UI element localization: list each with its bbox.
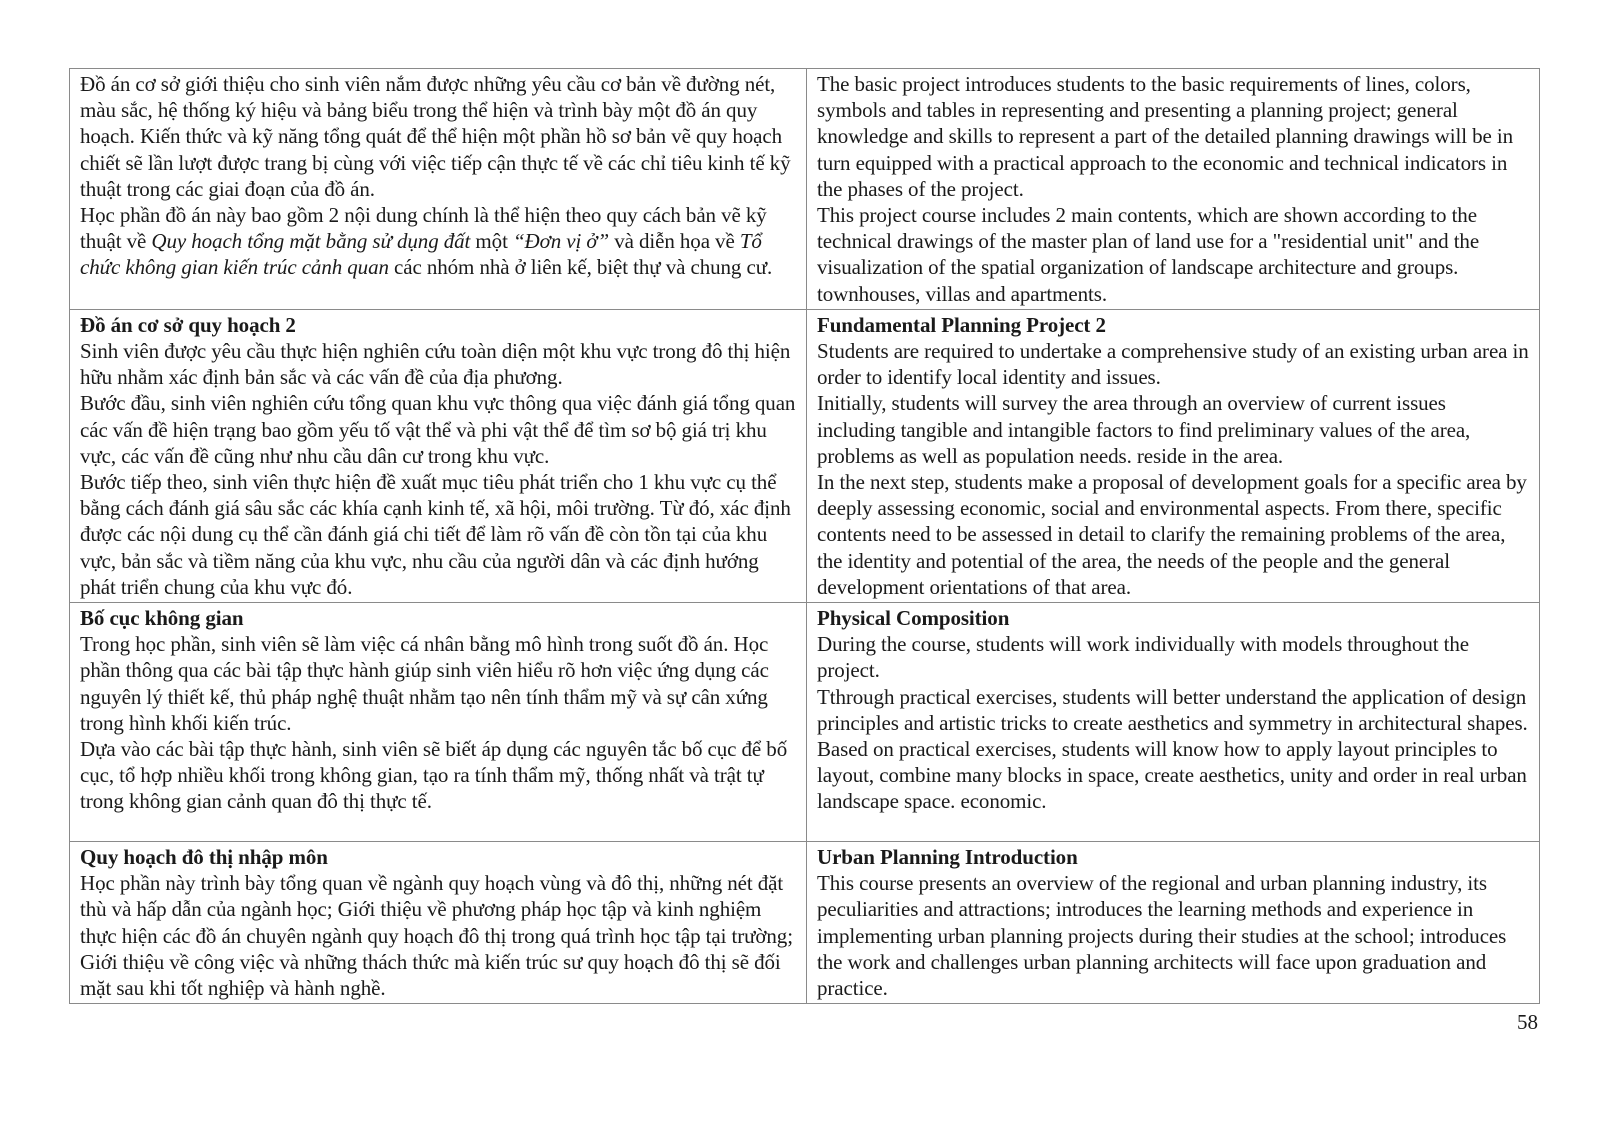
table-row: [70, 309, 1540, 602]
course-description-table: [69, 68, 1540, 1004]
paragraph: Trong học phần, sinh viên sẽ làm việc cá nhân bằng mô hình trong suốt đồ án. Học phần thông qua các bài tập thực hành giúp sinh viên hiểu rõ hơn việc ứng dụng các nguyên lý thiết kế, thủ pháp nghệ thuật nhằm tạo nên tính thẩm mỹ và sự cân xứng trong hình khối kiến trúc.: [80, 632, 769, 735]
paragraph: [80, 202, 796, 281]
table-row: [70, 603, 1540, 842]
paragraph: The basic project introduces students to the basic requirements of lines, colors, symbols and tables in representing and presenting a planning project; general knowledge and skills to represent a part of the detailed planning drawings will be in turn equipped with a practical approach to the economic and technical indicators in the phases of the project.: [817, 72, 1513, 201]
italic-term: “Đơn vị ở”: [512, 229, 610, 254]
italic-term: Tổ chức không gian kiến trúc cảnh quan: [80, 229, 762, 280]
course-title: Fundamental Planning Project 2: [817, 312, 1106, 337]
text-run: Học phần đồ án này bao gồm 2 nội dung chính là thể hiện theo quy cách bản vẽ kỹ thuật về: [80, 203, 767, 254]
course-title: Urban Planning Introduction: [817, 845, 1078, 870]
paragraph: Sinh viên được yêu cầu thực hiện nghiên cứu toàn diện một khu vực trong đô thị hiện hữu nhằm xác định bản sắc và các vấn đề của địa phương.: [80, 339, 791, 390]
vietnamese-cell: [70, 309, 807, 602]
page-number: 58: [1517, 1010, 1538, 1034]
course-title: Physical Composition: [817, 606, 1010, 631]
course-title: Quy hoạch đô thị nhập môn: [80, 845, 328, 870]
paragraph: In the next step, students make a proposal of development goals for a specific area by deeply assessing economic, social and environmental aspects. From there, specific contents need to be assessed in detail to clarify the remaining problems of the area, the identity and potential of the area, the needs of the people and the general development orientations of that area.: [817, 470, 1527, 599]
paragraph: Initially, students will survey the area through an overview of current issues including tangible and intangible factors to find preliminary values of the area, problems as well as population needs. reside in the area.: [817, 391, 1471, 468]
table-row: [70, 842, 1540, 1004]
paragraph: Students are required to undertake a comprehensive study of an existing urban area in order to identify local identity and issues.: [817, 339, 1529, 390]
english-cell: [807, 309, 1540, 602]
course-title: Bố cục không gian: [80, 606, 244, 631]
course-title: Đồ án cơ sở quy hoạch 2: [80, 312, 296, 337]
text-run: và diễn họa về: [609, 229, 740, 254]
text-run: các nhóm nhà ở liên kế, biệt thự và chung cư.: [388, 255, 773, 280]
paragraph: During the course, students will work individually with models throughout the project.: [817, 632, 1469, 683]
vietnamese-cell: [70, 842, 807, 1004]
table-row: [70, 69, 1540, 310]
paragraph: This course presents an overview of the regional and urban planning industry, its peculiarities and attractions; introduces the learning methods and experience in implementing urban planning projects during their studies at the school; introduces the work and challenges urban planning architects will face upon graduation and practice.: [817, 871, 1507, 1001]
italic-term: Quy hoạch tổng mặt bằng sử dụng đất: [151, 229, 471, 254]
vietnamese-cell: [70, 603, 807, 842]
paragraph: This project course includes 2 main contents, which are shown according to the technical drawings of the master plan of land use for a "residential unit" and the visualization of the spatial organization of landscape architecture and groups. townhouses, villas and apartments.: [817, 203, 1480, 306]
paragraph: Tthrough practical exercises, students will better understand the application of design principles and artistic tricks to create aesthetics and symmetry in architectural shapes.: [817, 684, 1528, 735]
paragraph: Dựa vào các bài tập thực hành, sinh viên sẽ biết áp dụng các nguyên tắc bố cục để bố cục, tổ hợp nhiều khối trong không gian, tạo ra tính thẩm mỹ, thống nhất và trật tự trong không gian cảnh quan đô thị thực tế.: [80, 737, 788, 814]
paragraph: Bước tiếp theo, sinh viên thực hiện đề xuất mục tiêu phát triển cho 1 khu vực cụ thể bằng cách đánh giá sâu sắc các khía cạnh kinh tế, xã hội, môi trường. Từ đó, xác định được các nội dung cụ thể cần đánh giá chi tiết để làm rõ vấn đề còn tồn tại của khu vực, bản sắc và tiềm năng của khu vực, nhu cầu của người dân và các định hướng phát triển chung của khu vực đó.: [80, 470, 791, 599]
text-run: một: [470, 229, 513, 254]
english-cell: [807, 842, 1540, 1004]
paragraph: Based on practical exercises, students will know how to apply layout principles to layout, combine many blocks in space, create aesthetics, unity and order in real urban landscape space. economic.: [817, 737, 1527, 814]
paragraph: Đồ án cơ sở giới thiệu cho sinh viên nắm được những yêu cầu cơ bản về đường nét, màu sắc, hệ thống ký hiệu và bảng biểu trong thể hiện và trình bày một đồ án quy hoạch. Kiến thức và kỹ năng tổng quát để thể hiện một phần hồ sơ bản vẽ quy hoạch chiết sẽ lần lượt được trang bị cùng với việc tiếp cận thực tế về các chỉ tiêu kinh tế kỹ thuật trong các giai đoạn của đồ án.: [80, 72, 791, 201]
english-cell: [807, 69, 1540, 310]
vietnamese-cell: [70, 69, 807, 310]
english-cell: [807, 603, 1540, 842]
paragraph: Bước đầu, sinh viên nghiên cứu tổng quan khu vực thông qua việc đánh giá tổng quan các vấn đề hiện trạng bao gồm yếu tố vật thể và phi vật thể để tìm sơ bộ giá trị khu vực, các vấn đề cũng như nhu cầu dân cư trong khu vực.: [80, 391, 796, 468]
paragraph: Học phần này trình bày tổng quan về ngành quy hoạch vùng và đô thị, những nét đặt thù và hấp dẫn của ngành học; Giới thiệu về phương pháp học tập và kinh nghiệm thực hiện các đồ án chuyên ngành quy hoạch đô thị trong quá trình học tập tại trường; Giới thiệu về công việc và những thách thức mà kiến trúc sư quy hoạch đô thị sẽ đối mặt sau khi tốt nghiệp và hành nghề.: [80, 871, 793, 1001]
